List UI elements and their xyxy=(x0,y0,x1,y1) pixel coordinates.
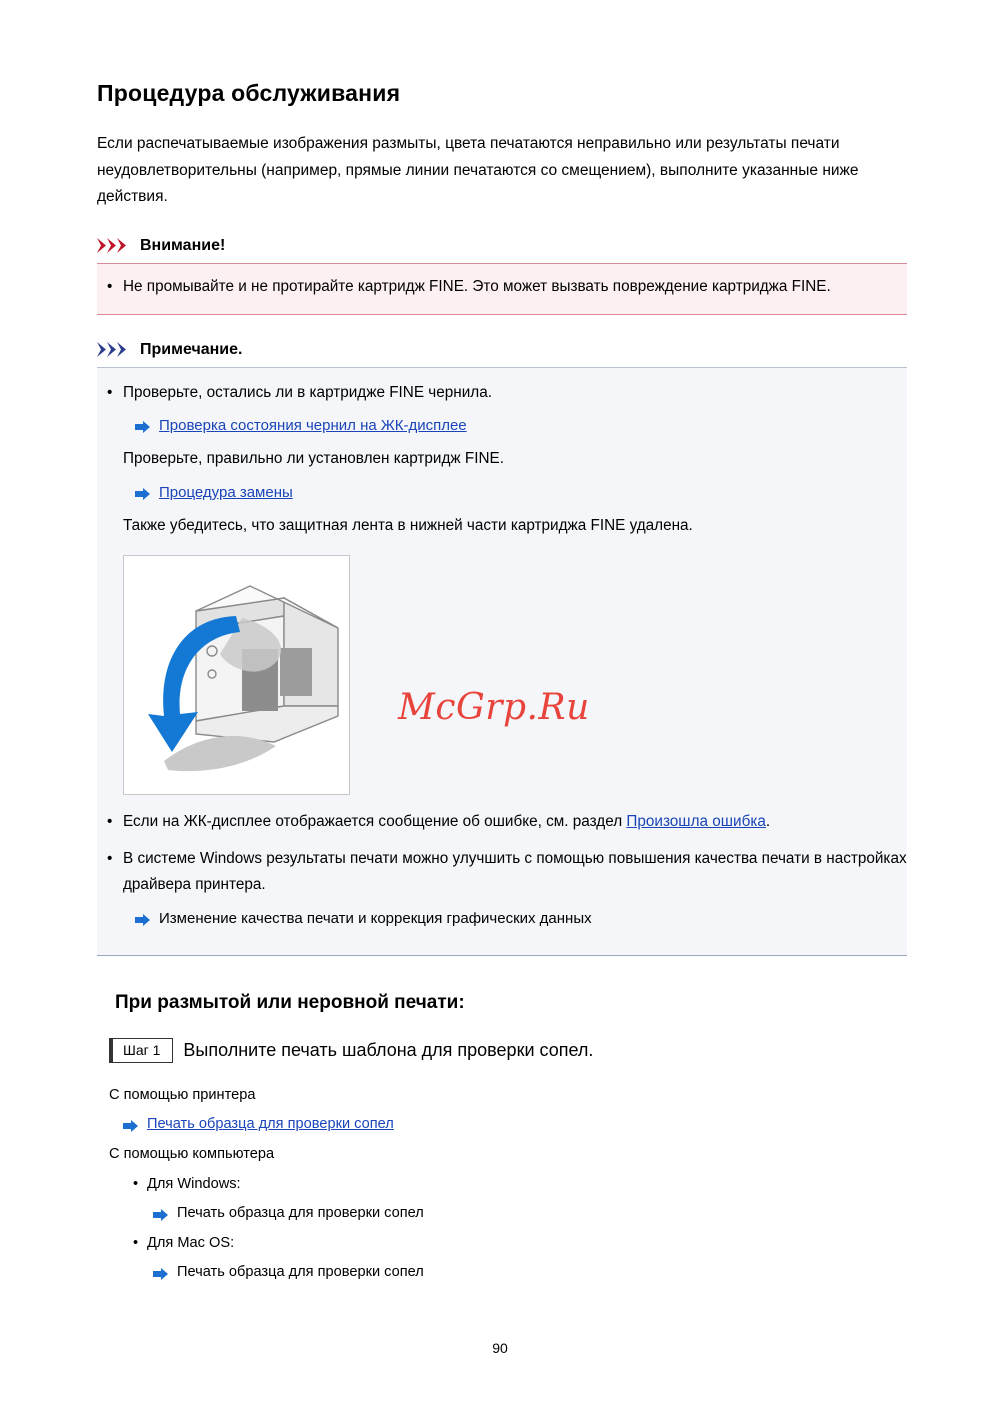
figure-image xyxy=(123,555,350,795)
arrow-right-icon xyxy=(135,914,150,926)
note-text-3: Также убедитесь, что защитная лента в нижней части картриджа FINE удалена. xyxy=(123,517,693,535)
text-print-nozzle-check-macos: Печать образца для проверки сопел xyxy=(177,1263,424,1280)
step-row xyxy=(109,1038,907,1063)
note-heading xyxy=(97,341,907,359)
list-item: • В системе Windows результаты печати можно улучшить с помощью повышения качества печати в настройках драйвера принтера. xyxy=(97,846,907,897)
page-title: Процедура обслуживания xyxy=(97,80,401,106)
step-badge: Шаг 1 xyxy=(109,1038,173,1063)
note-link-row-1 xyxy=(135,417,907,434)
note-box xyxy=(97,367,907,956)
printer-label: С помощью принтера xyxy=(109,1086,256,1103)
note-list-2 xyxy=(97,809,907,898)
warning-list xyxy=(97,274,907,300)
arrow-right-icon xyxy=(123,1120,138,1132)
watermark-text: McGrp.Ru xyxy=(398,686,590,728)
list-item: • Для Mac OS: xyxy=(131,1231,907,1256)
platform-list xyxy=(131,1172,907,1197)
chevron-right-icon xyxy=(97,238,131,253)
arrow-right-icon xyxy=(135,421,150,433)
page-content xyxy=(97,80,907,1290)
text-change-print-quality: Изменение качества печати и коррекция графических данных xyxy=(159,909,592,927)
arrow-right-icon xyxy=(153,1268,168,1280)
link-ink-status[interactable]: Проверка состояния чернил на ЖК-дисплее xyxy=(159,417,467,435)
page-number: 90 xyxy=(492,1340,508,1356)
chevron-right-icon xyxy=(97,342,131,357)
list-item: • Для Windows: xyxy=(131,1172,907,1197)
note-lcd-prefix: Если на ЖК-дисплее отображается сообщение об ошибке, см. раздел xyxy=(123,812,627,830)
step-text: Выполните печать шаблона для проверки сопел. xyxy=(183,1039,594,1060)
note-label: Примечание. xyxy=(140,340,243,358)
note-lcd-suffix: . xyxy=(765,812,771,830)
link-replacement-procedure[interactable]: Процедура замены xyxy=(159,484,293,502)
warning-heading xyxy=(97,237,907,255)
section-heading: При размытой или неровной печати: xyxy=(115,991,465,1013)
list-item: • Не промывайте и не протирайте картридж FINE. Это может вызвать повреждение картриджа FINE. xyxy=(97,274,907,300)
warning-box xyxy=(97,263,907,315)
windows-link-row xyxy=(153,1205,907,1221)
macos-link-row xyxy=(153,1264,907,1280)
note-list xyxy=(97,380,907,406)
warning-label: Внимание! xyxy=(140,236,226,254)
printer-link-row xyxy=(123,1116,907,1132)
note-link-row-3 xyxy=(135,910,907,927)
figure-fine-cartridge-tape xyxy=(123,555,643,795)
computer-label: С помощью компьютера xyxy=(109,1145,275,1162)
link-print-nozzle-check-printer[interactable]: Печать образца для проверки сопел xyxy=(147,1115,394,1132)
text-print-nozzle-check-windows: Печать образца для проверки сопел xyxy=(177,1205,424,1222)
arrow-right-icon xyxy=(153,1209,168,1221)
list-item xyxy=(97,809,907,835)
link-error-occurred[interactable]: Произошла ошибка xyxy=(626,812,766,830)
note-link-row-2 xyxy=(135,484,907,501)
list-item: • Проверьте, остались ли в картридже FINE чернила. xyxy=(97,380,907,406)
arrow-right-icon xyxy=(135,488,150,500)
platform-list-2 xyxy=(131,1231,907,1256)
note-text-2: Проверьте, правильно ли установлен картридж FINE. xyxy=(123,450,504,468)
intro-paragraph: Если распечатываемые изображения размыты, цвета печатаются неправильно или результаты печати неудовлетворительны (например, прямые линии печатаются со смещением), выполните указанные ниже действия. xyxy=(97,135,859,206)
